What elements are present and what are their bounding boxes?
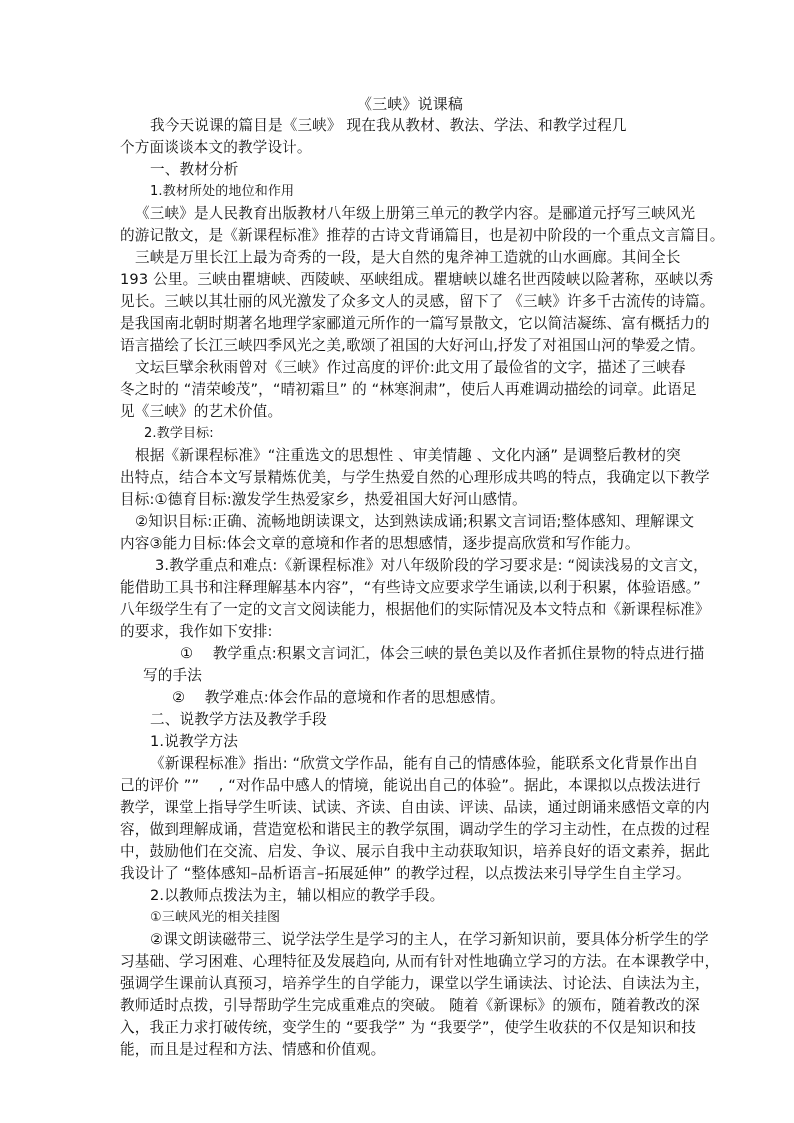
document-title: 《三峡》说课稿: [356, 95, 464, 113]
paragraph-line: 教师适时点拨，引导帮助学生完成重难点的突破。 随着《新课标》的颁布，随着教改的深: [120, 997, 700, 1014]
paragraph-line: 教学，课堂上指导学生听读、试读、齐读、自由读、评读、品读，通过朗诵来感悟文章的内: [120, 799, 710, 816]
list-item: ①三峡风光的相关挂图: [150, 910, 281, 925]
paragraph-line: 的要求，我作如下安排:: [120, 623, 273, 640]
section-heading: 一、教材分析: [150, 161, 239, 178]
paragraph-line: 容，做到理解成诵，营造宽松和谐民主的教学氛围，调动学生的学习主动性，在点拨的过程: [120, 821, 710, 838]
paragraph-line: 文坛巨擘余秋雨曾对《三峡》作过高度的评价:此文用了最俭省的文字，描述了三峡春: [135, 359, 686, 376]
paragraph-line: 193 公里。三峡由瞿塘峡、西陵峡、巫峡组成。瞿塘峡以雄名世西陵峡以险著称，巫峡以秀: [120, 271, 714, 288]
paragraph-line: 能借助工具书和注释理解基本内容”，“有些诗文应要求学生诵读,以利于积累，体验语感。”: [120, 579, 701, 596]
paragraph-line: 3.教学重点和难点:《新课程标准》对八年级阶段的学习要求是: “阅读浅易的文言文，: [155, 557, 708, 574]
paragraph-line: 见《三峡》的艺术价值。: [120, 403, 283, 420]
intro-line: 我今天说课的篇目是《三峡》 现在我从教材、教法、学法、和教学过程几: [150, 117, 627, 134]
subsection-heading: 2.以教师点拨法为主，辅以相应的教学手段。: [150, 887, 445, 904]
paragraph-line: 强调学生课前认真预习，培养学生的自学能力，课堂以学生诵读法、讨论法、自读法为主，: [120, 975, 710, 992]
paragraph-line: 冬之时的 “清荣峻茂”，“晴初霜旦” 的 “林寒涧肃”，使后人再难调动描绘的词章。此语足: [120, 381, 697, 398]
list-item: ② 教学难点:体会作品的意境和作者的思想感情。: [172, 689, 505, 706]
paragraph-line: 入，我正力求打破传统，变学生的 “要我学” 为 “我要学”，使学生收获的不仅是知识和技: [120, 1019, 696, 1036]
paragraph-line: 语言描绘了长江三峡四季风光之美,歌颂了祖国的大好河山,抒发了对祖国山河的挚爱之情。: [120, 337, 705, 354]
subsection-heading: 1.教材所处的地位和作用: [150, 184, 295, 199]
paragraph-line: ②知识目标:正确、流畅地朗读课文，达到熟读成诵;积累文言词语;整体感知、理解课文: [135, 513, 695, 530]
paragraph-line: 是我国南北朝时期著名地理学家郦道元所作的一篇写景散文，它以简洁凝练、富有概括力的: [120, 315, 710, 332]
paragraph-line: 的游记散文，是《新课程标准》推荐的古诗文背诵篇目，也是初中阶段的一个重点文言篇目。: [120, 227, 725, 244]
paragraph-line: 根据《新课程标准》“注重选文的思想性 、审美情趣 、文化内涵” 是调整后教材的突: [135, 447, 681, 464]
paragraph-line: 目标:①德育目标:激发学生热爱家乡，热爱祖国大好河山感情。: [120, 491, 527, 508]
intro-line: 个方面谈谈本文的教学设计。: [120, 139, 312, 156]
paragraph-line: 中，鼓励他们在交流、启发、争议、展示自我中主动获取知识，培养良好的语文素养，据此: [120, 843, 710, 860]
paragraph-line: 内容③能力目标:体会文章的意境和作者的思想感情，逐步提高欣赏和写作能力。: [120, 535, 640, 552]
paragraph-line: 八年级学生有了一定的文言文阅读能力，根据他们的实际情况及本文特点和《新课程标准》: [120, 601, 710, 618]
document-page: [120, 93, 725, 1061]
paragraph-line: 出特点，结合本文写景精炼优美，与学生热爱自然的心理形成共鸣的特点，我确定以下教学: [120, 469, 710, 486]
subsection-heading: 1.说教学方法: [150, 733, 238, 750]
list-item-continuation: 写的手法: [143, 667, 202, 684]
paragraph-line: 《三峡》是人民教育出版教材八年级上册第三单元的教学内容。是郦道元抒写三峡风光: [135, 205, 696, 222]
paragraph-line: 习基础、学习困难、心理特征及发展趋向, 从而有针对性地确立学习的方法。在本课教学中，: [120, 953, 720, 970]
paragraph-line: 《新课程标准》指出: “欣赏文学作品，能有自己的情感体验，能联系文化背景作出自: [150, 755, 699, 772]
list-item: ① 教学重点:积累文言词汇，体会三峡的景色美以及作者抓住景物的特点进行描: [180, 645, 705, 662]
paragraph-line: 能，而且是过程和方法、情感和价值观。: [120, 1041, 386, 1058]
paragraph-line: 己的评价 ”” , “对作品中感人的情境，能说出自己的体验”。据此，本课拟以点拨法进行: [120, 777, 701, 794]
paragraph-line: 三峡是万里长江上最为奇秀的一段，是大自然的鬼斧神工造就的山水画廊。其间全长: [135, 249, 681, 266]
paragraph-line: ②课文朗读磁带三、说学法学生是学习的主人，在学习新知识前，要具体分析学生的学: [150, 931, 709, 948]
paragraph-line: 见长。三峡以其壮丽的风光激发了众多文人的灵感，留下了 《三峡》许多千古流传的诗篇。: [120, 293, 715, 310]
subsection-heading: 2.教学目标:: [144, 426, 214, 441]
section-heading: 二、说教学方法及教学手段: [150, 711, 327, 728]
paragraph-line: 我设计了 “整体感知–品析语言–拓展延伸” 的教学过程，以点拨法来引导学生自主学习。: [120, 865, 691, 882]
